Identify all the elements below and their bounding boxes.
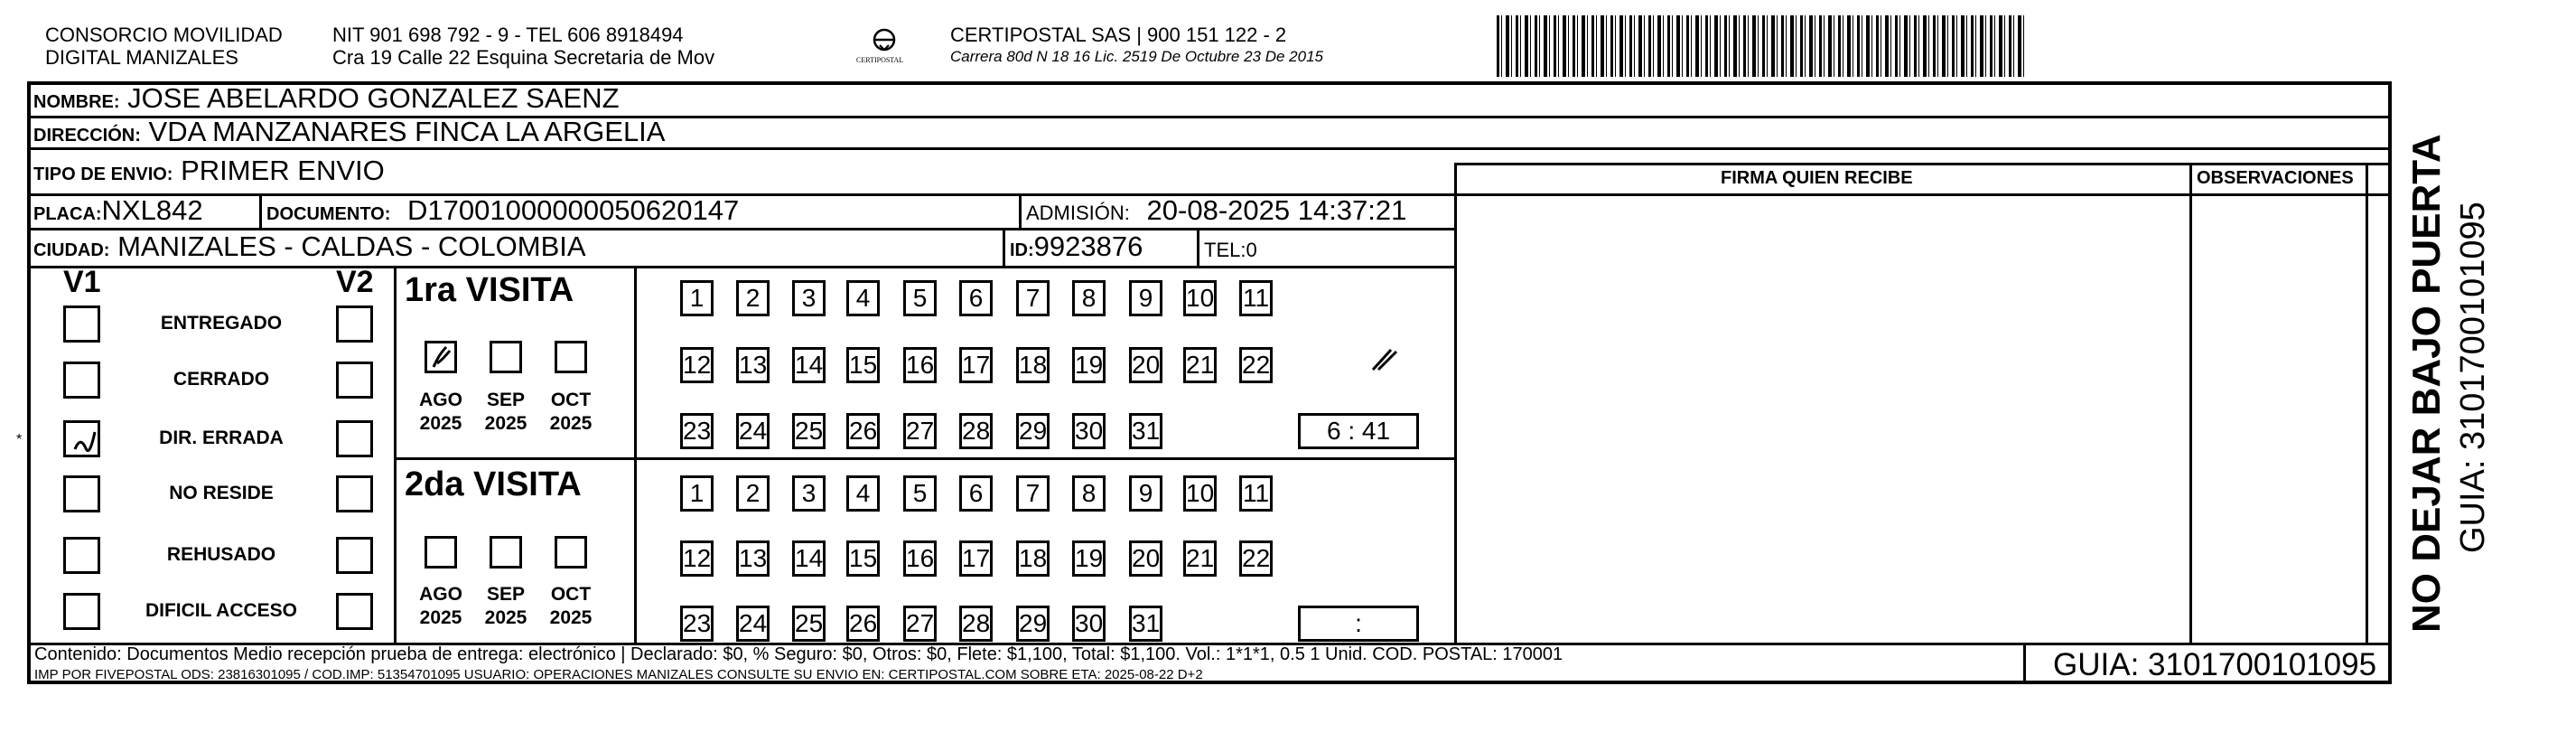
day-box[interactable]: 19 [1072, 347, 1106, 383]
v2-checkbox[interactable] [336, 475, 373, 512]
document-row [266, 195, 739, 230]
day-box[interactable]: 10 [1183, 280, 1217, 316]
month-label [474, 389, 537, 436]
v1-label: V1 [63, 265, 101, 299]
day-box[interactable]: 16 [903, 540, 937, 577]
v1-checkbox[interactable] [63, 305, 100, 343]
row-line [27, 266, 1457, 268]
v1-checkbox[interactable] [63, 362, 100, 399]
name-row [33, 83, 620, 117]
day-box[interactable]: 8 [1072, 280, 1106, 316]
month-year: 2025 [484, 413, 527, 434]
status-label: CERRADO [173, 369, 270, 390]
plate-row [33, 195, 203, 230]
month-name: OCT [550, 584, 592, 605]
company-name [45, 23, 283, 69]
day-box[interactable]: 29 [1016, 606, 1050, 642]
day-box[interactable]: 7 [1016, 475, 1050, 512]
day-box[interactable]: 18 [1016, 540, 1050, 577]
day-box[interactable]: 23 [680, 413, 714, 449]
day-box[interactable]: 5 [903, 280, 937, 316]
month-name: OCT [550, 390, 592, 410]
status-label: DIFICIL ACCESO [145, 600, 297, 621]
document-label: DOCUMENTO: [266, 204, 391, 224]
day-box[interactable]: 25 [792, 413, 826, 449]
side-guide: GUIA: 3101700101095 [2454, 202, 2492, 553]
month-year: 2025 [419, 413, 462, 434]
handwritten-check-mark [1366, 343, 1402, 379]
month-label [539, 583, 602, 630]
day-box[interactable]: 19 [1072, 540, 1106, 577]
barcode [1497, 15, 2025, 77]
company-info [332, 23, 714, 69]
v1-checkbox[interactable] [63, 537, 100, 574]
status-label: NO RESIDE [169, 483, 274, 503]
day-box[interactable]: 24 [736, 606, 770, 642]
admission-label: ADMISIÓN: [1026, 202, 1130, 224]
address-line: Cra 19 Calle 22 Esquina Secretaria de Mov [332, 46, 715, 69]
day-box[interactable]: 6 [959, 280, 993, 316]
status-label: ENTREGADO [160, 313, 283, 334]
col-line [2023, 643, 2026, 684]
day-box[interactable]: 15 [846, 347, 880, 383]
day-box[interactable]: 21 [1183, 540, 1217, 577]
col-line [1003, 228, 1005, 266]
v2-checkbox[interactable] [336, 420, 373, 457]
day-box[interactable]: 26 [846, 413, 880, 449]
city-label: CIUDAD: [33, 240, 110, 260]
city-value: MANIZALES - CALDAS - COLOMBIA [117, 230, 586, 262]
month-year: 2025 [549, 607, 593, 628]
side-warning: NO DEJAR BAJO PUERTA [2404, 134, 2449, 633]
day-box[interactable]: 12 [680, 347, 714, 383]
month-checkbox[interactable] [555, 341, 587, 373]
send-type-label: TIPO DE ENVIO: [33, 164, 173, 184]
v2-checkbox[interactable] [336, 537, 373, 574]
v1-checkbox[interactable] [63, 593, 100, 630]
day-box[interactable]: 22 [1239, 347, 1273, 383]
col-line [1454, 163, 1457, 643]
day-box[interactable]: 11 [1239, 280, 1273, 316]
day-box[interactable]: 1 [680, 280, 714, 316]
print-line: IMP POR FIVEPOSTAL ODS: 23816301095 / COD.IMP: 51354701095 USUARIO: OPERACIONES MANIZALES CONSULTE SU ENVIO EN: CERTIPOSTAL.COM SOBRE ETA: 2025-08-22 D+2 [34, 667, 1203, 682]
day-box[interactable]: 2 [736, 280, 770, 316]
month-year: 2025 [484, 607, 527, 628]
day-box[interactable]: 26 [846, 606, 880, 642]
day-box[interactable]: 14 [792, 347, 826, 383]
day-box[interactable]: 31 [1129, 413, 1162, 449]
tel-value: 0 [1246, 239, 1257, 261]
admission-row [1026, 195, 1406, 229]
month-name: SEP [486, 584, 526, 605]
day-box[interactable]: 11 [1239, 475, 1273, 512]
day-box[interactable]: 28 [959, 413, 993, 449]
first-visit-title: 1ra VISITA [405, 271, 574, 309]
month-checkbox[interactable] [425, 536, 457, 569]
day-box[interactable]: 16 [903, 347, 937, 383]
col-line [2189, 163, 2192, 643]
day-box[interactable]: 7 [1016, 280, 1050, 316]
day-box[interactable]: 17 [959, 347, 993, 383]
logo-text: CERTIPOSTAL [856, 56, 904, 64]
day-box[interactable]: 17 [959, 540, 993, 577]
signature-header: FIRMA QUIEN RECIBE [1721, 168, 1913, 188]
day-box[interactable]: 9 [1129, 475, 1162, 512]
v2-checkbox[interactable] [336, 305, 373, 343]
carrier-license: Carrera 80d N 18 16 Lic. 2519 De Octubre 23 De 2015 [950, 48, 1323, 65]
row-line [1454, 163, 2392, 165]
company-line-2: DIGITAL MANIZALES [45, 46, 238, 69]
day-box[interactable]: 23 [680, 606, 714, 642]
month-checkbox[interactable] [555, 536, 587, 569]
city-row [33, 231, 586, 266]
send-type-value: PRIMER ENVIO [181, 155, 385, 186]
day-box[interactable]: 22 [1239, 540, 1273, 577]
month-label [539, 389, 602, 436]
contents-line: Contenido: Documentos Medio recepción prueba de entrega: electrónico | Declarado: $0, % Seguro: $0, Otros: $0, Flete: $1,100, Total: $1,100. Vol.: 1*1*1, 0.5 1 Unid. COD. POSTAL: 170001 [34, 644, 1563, 664]
day-box[interactable]: 30 [1072, 606, 1106, 642]
time-box[interactable]: : [1298, 606, 1419, 642]
col-line [1197, 228, 1199, 266]
day-box[interactable]: 4 [846, 280, 880, 316]
row-line [394, 457, 1454, 460]
day-box[interactable]: 18 [1016, 347, 1050, 383]
month-year: 2025 [419, 607, 462, 628]
day-box[interactable]: 21 [1183, 347, 1217, 383]
carrier-line: CERTIPOSTAL SAS | 900 151 122 - 2 [950, 23, 1287, 46]
carrier-info [950, 23, 1323, 68]
name-value: JOSE ABELARDO GONZALEZ SAENZ [127, 82, 620, 114]
nit-line: NIT 901 698 792 - 9 - TEL 606 8918494 [332, 23, 684, 46]
day-box[interactable]: 13 [736, 540, 770, 577]
address-row [33, 117, 665, 151]
day-box[interactable]: 10 [1183, 475, 1217, 512]
day-box[interactable]: 2 [736, 475, 770, 512]
month-name: AGO [419, 584, 462, 605]
month-name: AGO [419, 390, 462, 410]
month-checkbox[interactable] [490, 536, 522, 569]
handwritten-check-mark [425, 340, 461, 376]
day-box[interactable]: 29 [1016, 413, 1050, 449]
month-label [409, 583, 472, 630]
day-box[interactable]: 3 [792, 475, 826, 512]
v2-checkbox[interactable] [336, 593, 373, 630]
day-box[interactable]: 6 [959, 475, 993, 512]
day-box[interactable]: 9 [1129, 280, 1162, 316]
month-label [474, 583, 537, 630]
day-box[interactable]: 30 [1072, 413, 1106, 449]
v2-label: V2 [336, 265, 374, 299]
footer-guide: GUIA: 3101700101095 [2053, 647, 2377, 682]
day-box[interactable]: 14 [792, 540, 826, 577]
id-value: 9923876 [1033, 230, 1143, 262]
plate-value: NXL842 [101, 194, 203, 226]
day-box[interactable]: 1 [680, 475, 714, 512]
plate-label: PLACA: [33, 204, 102, 224]
status-label: REHUSADO [166, 544, 276, 565]
id-label: ID: [1010, 240, 1034, 260]
day-box[interactable]: 15 [846, 540, 880, 577]
company-line-1: CONSORCIO MOVILIDAD [45, 23, 283, 46]
day-box[interactable]: 12 [680, 540, 714, 577]
col-line [259, 193, 262, 228]
tel-label: TEL: [1204, 239, 1246, 261]
day-box[interactable]: 4 [846, 475, 880, 512]
document-value: D17001000000050620147 [407, 194, 740, 226]
handwritten-check-mark [68, 427, 104, 463]
day-box[interactable]: 25 [792, 606, 826, 642]
month-checkbox[interactable] [490, 341, 522, 373]
name-label: NOMBRE: [33, 92, 120, 112]
day-box[interactable]: 3 [792, 280, 826, 316]
day-box[interactable]: 27 [903, 606, 937, 642]
time-box[interactable]: 6 : 41 [1298, 413, 1419, 449]
col-line [2366, 163, 2368, 643]
stray-mark: * [16, 432, 23, 447]
month-year: 2025 [549, 413, 593, 434]
day-box[interactable]: 5 [903, 475, 937, 512]
id-row [1010, 231, 1143, 266]
col-line [394, 266, 397, 643]
day-box[interactable]: 13 [736, 347, 770, 383]
status-label: DIR. ERRADA [159, 428, 284, 448]
v1-checkbox[interactable] [63, 475, 100, 512]
day-box[interactable]: 27 [903, 413, 937, 449]
day-box[interactable]: 31 [1129, 606, 1162, 642]
address-value: VDA MANZANARES FINCA LA ARGELIA [148, 116, 666, 147]
address-label: DIRECCIÓN: [33, 126, 141, 146]
col-line [634, 266, 637, 643]
day-box[interactable]: 28 [959, 606, 993, 642]
month-label [409, 389, 472, 436]
v2-checkbox[interactable] [336, 362, 373, 399]
col-line [1019, 193, 1022, 228]
day-box[interactable]: 20 [1129, 540, 1162, 577]
day-box[interactable]: 8 [1072, 475, 1106, 512]
tel-row [1204, 235, 1257, 266]
observations-header: OBSERVACIONES [2197, 168, 2354, 188]
certipostal-logo [858, 25, 910, 70]
send-type-row [33, 155, 385, 190]
day-box[interactable]: 24 [736, 413, 770, 449]
admission-value: 20-08-2025 14:37:21 [1146, 194, 1407, 226]
day-box[interactable]: 20 [1129, 347, 1162, 383]
second-visit-title: 2da VISITA [405, 465, 582, 503]
month-name: SEP [486, 390, 526, 410]
